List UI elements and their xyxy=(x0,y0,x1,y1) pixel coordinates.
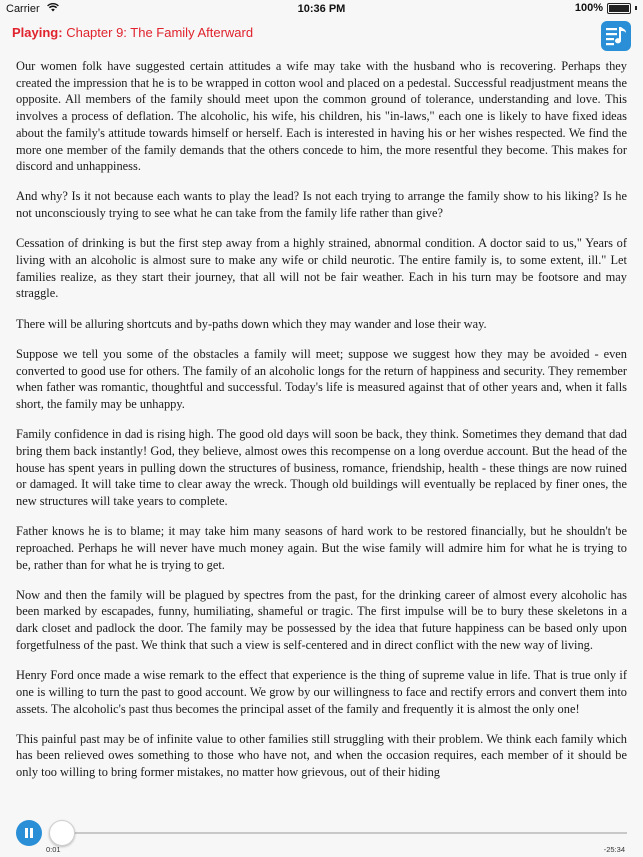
paragraph: This painful past may be of infinite value to other families still struggling with their problem. We think each family which has been relieved owes something to those who have not, and when the occasion requires, each member of it should be only too willing to bring former mistakes, no matter how grievous, out of their hiding xyxy=(16,731,627,780)
paragraph: Our women folk have suggested certain attitudes a wife may take with the husband who is recovering. Perhaps they created the impression that he is to be wrapped in cotton wool and placed on a pedestal. Successful readjustment means the opposite. All members of the family should meet upon the common ground of tolerance, understanding and love. This involves a process of deflation. The alcoholic, his wife, his children, his "in-laws," each one is likely to have fixed ideas about the family's attitude towards himself or herself. Each is interested in having his or her wishes respected. We find the more one member of the family demands that the others concede to him, the more resentful they become. This makes for discord and unhappiness. xyxy=(16,59,627,174)
battery-indicator xyxy=(575,2,637,14)
paragraph: Father knows he is to blame; it may take him many seasons of hard work to be restored financially, but he shouldn't be reproached. Perhaps he will never have much money again. But the wise family will admire him for what he is trying to be, rather than for what he is trying to get. xyxy=(16,524,627,572)
playing-label: Playing: xyxy=(12,25,63,40)
chapter-title: Chapter 9: The Family Afterward xyxy=(66,25,254,40)
paragraph: And why? Is it not because each wants to play the lead? Is not each trying to arrange the family show to his liking? Is he not unconsciously trying to see what he can take from the family life rather than give? xyxy=(16,189,627,221)
playlist-button[interactable] xyxy=(601,21,631,51)
now-playing-title xyxy=(12,25,253,40)
clock: 10:36 PM xyxy=(297,3,346,15)
now-playing-header xyxy=(0,18,643,54)
status-bar xyxy=(0,0,643,18)
battery-icon xyxy=(607,3,631,14)
battery-percent: 100% xyxy=(574,2,603,14)
pause-icon xyxy=(25,828,28,838)
carrier-text: Carrier xyxy=(6,3,40,15)
paragraph: Family confidence in dad is rising high. The good old days will soon be back, they think. Sometimes they demand that dad bring them back instantly! God, they believe, almost owes this recompense on a long overdue account. But the head of the house has spent years in pulling down the structures of business, romance, friendship, health - these things are now ruined or damaged. It will take time to clear away the wreck. Though old buildings will eventually be replaced by finer ones, the new structures will take years to complete. xyxy=(16,427,627,508)
paragraph: Now and then the family will be plagued by spectres from the past, for the drinking career of almost every alcoholic has been marked by escapades, funny, humiliating, shameful or tragic. The first impulse will be to bury these skeletons in a dark closet and padlock the door. The family may be possessed by the idea that future happiness can be based only upon forgetfulness of the past. We think that such a view is self-centered and in direct conflict with the new way of living. xyxy=(16,587,627,652)
pause-icon-bar xyxy=(30,828,33,838)
progress-track[interactable] xyxy=(50,832,627,834)
progress-slider-thumb[interactable] xyxy=(49,820,75,846)
paragraph: Cessation of drinking is but the first step away from a highly strained, abnormal condition. A doctor said to us," Years of living with an alcoholic is almost sure to make any wife or child neurotic. The entire family is, to some extent, ill." Let families realize, as they start their journey, that all will not be fair weather. Each in his turn may be footsore and may straggle. xyxy=(16,236,627,301)
paragraph: Henry Ford once made a wise remark to the effect that experience is the thing of supreme value in life. That is true only if one is willing to turn the past to good account. We grow by our willingness to face and rectify errors and convert them into assets. The alcoholic's past thus becomes the principal asset of the family and frequently it is almost the only one! xyxy=(16,668,627,716)
paragraph: Suppose we tell you some of the obstacles a family will meet; suppose we suggest how they may be avoided - even converted to good use for others. The family of an alcoholic longs for the return of happiness and security. They remember when father was romantic, thoughtful and successful. Today's life is measured against that of other years and, when it falls short, the family may be unhappy. xyxy=(16,346,627,411)
elapsed-time: 0:01 xyxy=(46,845,61,854)
paragraph: There will be alluring shortcuts and by-paths down which they may wander and lose their way. xyxy=(16,316,487,331)
remaining-time: -25:34 xyxy=(603,845,625,854)
playlist-music-icon xyxy=(601,21,631,51)
chapter-text xyxy=(16,58,627,812)
pause-button[interactable] xyxy=(16,820,42,846)
audio-player xyxy=(0,816,643,857)
battery-tip xyxy=(635,6,637,10)
